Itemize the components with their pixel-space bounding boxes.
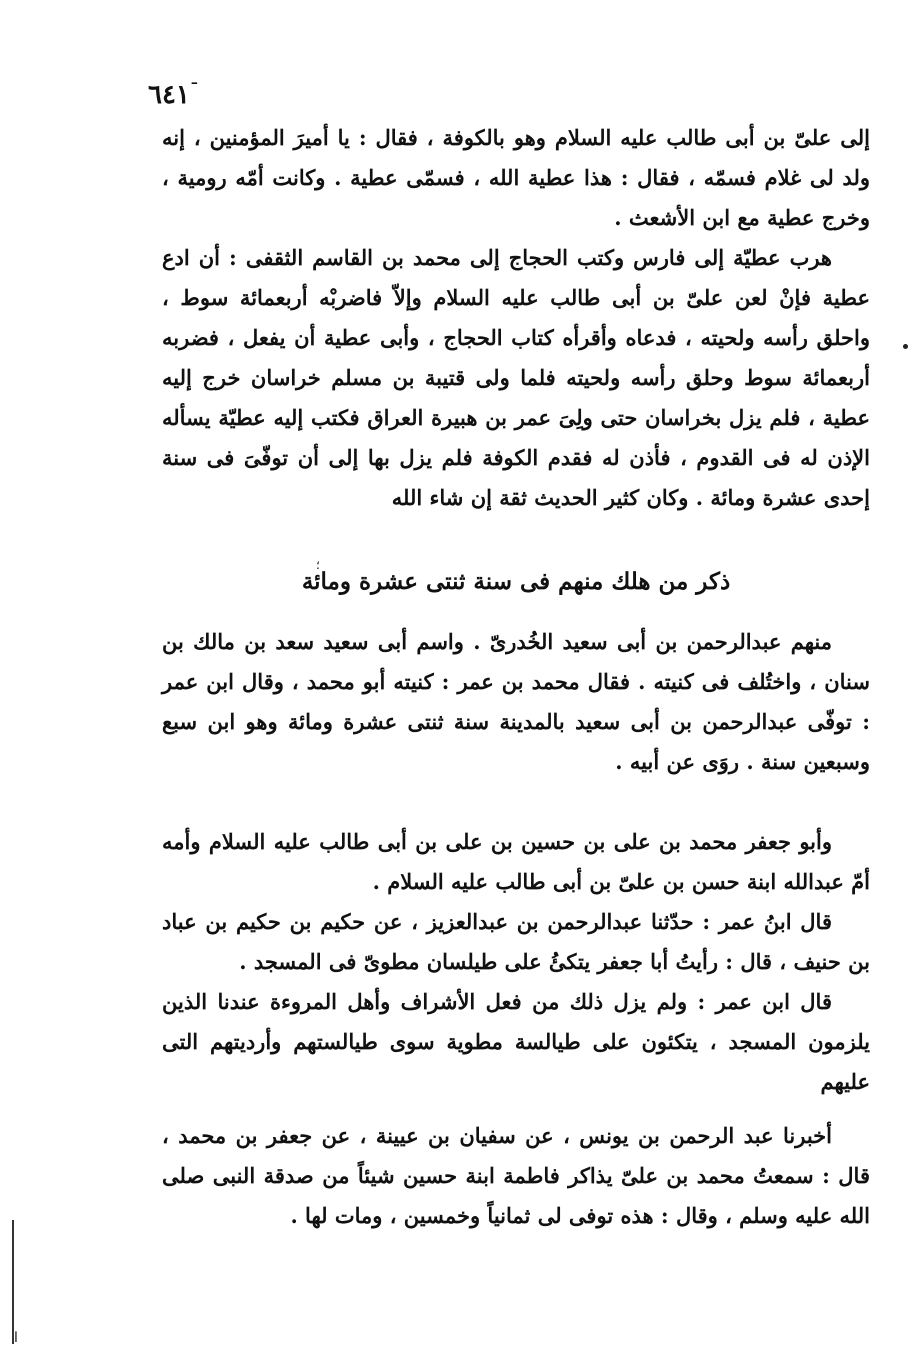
heading-mark: ؛ [316, 558, 320, 572]
page-number-mark: ˉ [189, 80, 199, 101]
section-heading: ذكر من هلك منهم فى سنة ثنتى عشرة ومائة [301, 568, 731, 595]
paragraph-atiyya-birth: إلى علىّ بن أبى طالب عليه السلام وهو بالكوفة ، فقال : يا أميرَ المؤمنين ، إنه ولد لى غلام فسمّه ، فقال : هذا عطية الله ، فسمّى عطية . وكانت أمّه رومية ، وخرج عطية مع ابن الأشعث . [162, 125, 870, 230]
paragraph-ibn-umar-tailasan: قال ابنُ عمر : حدّثنا عبدالرحمن بن عبدالعزيز ، عن حكيم بن حكيم بن عباد بن حنيف ، قال : رأيتُ أبا جعفر يتكئُ على طيلسان مطوىّ فى المسجد . [162, 909, 870, 974]
paragraph-atiyya-flight: هرب عطيّة إلى فارس وكتب الحجاج إلى محمد بن القاسم الثقفى : أن ادع عطية فإنْ لعن علىّ بن أبى طالب عليه السلام وإلاّ فاضربْه أربعمائة سوط ، واحلق رأسه ولحيته ، فدعاه وأقرأه كتاب الحجاج ، وأبى عطية أن يفعل ، فضربه أربعمائة سوط وحلق رأسه ولحيته فلما ولى قتيبة بن مسلم خراسان خرج إليه عطية ، فلم يزل بخراسان حتى ولِىَ عمر بن هبيرة العراق فكتب إليه عطيّة يسأله الإذن له فى القدوم ، فأذن له فقدم الكوفة فلم يزل بها إلى أن توفّىَ فى سنة إحدى عشرة ومائة . وكان كثير الحديث ثقة إن شاء الله [162, 245, 870, 510]
paragraph-abu-jafar: وأبو جعفر محمد بن على بن حسين بن على بن أبى طالب عليه السلام وأمه أمّ عبدالله ابنة حسن بن علىّ بن أبى طالب عليه السلام . [162, 829, 870, 894]
footer-mark: ا [14, 1330, 18, 1346]
abu-jafar-text-block [162, 822, 870, 1236]
left-margin-rule [12, 1220, 14, 1344]
margin-dot [903, 344, 908, 349]
page-number-value: ٦٤١ [148, 80, 190, 110]
paragraph-abdulrahman: منهم عبدالرحمن بن أبى سعيد الخُدرىّ . واسم أبى سعيد سعد بن مالك بن سنان ، واختُلف فى كنيته . فقال محمد بن عمر : كنيته أبو محمد ، وقال ابن عمر : توفّى عبدالرحمن بن أبى سعيد بالمدينة سنة ثنتى عشرة ومائة وهو ابن سبع وسبعين سنة . روَى عن أبيه . [162, 629, 870, 774]
abdulrahman-text-block [162, 622, 870, 782]
opening-text-block [162, 118, 870, 518]
paragraph-ibn-umar-ashraf: قال ابن عمر : ولم يزل ذلك من فعل الأشراف وأهل المروءة عندنا الذين يلزمون المسجد ، يتكئون على طيالسة مطوية سوى طيالستهم وأرديتهم التى عليهم [162, 989, 870, 1094]
paragraph-abdulrahman-ibn-yunus: أخبرنا عبد الرحمن بن يونس ، عن سفيان بن عيينة ، عن جعفر بن محمد ، قال : سمعتُ محمد بن علىّ يذاكر فاطمة ابنة حسين شيئاً من صدقة النبى صلى الله عليه وسلم ، وقال : هذه توفى لى ثمانياً وخمسين ، ومات لها . [162, 1123, 870, 1228]
page-number [148, 80, 199, 110]
